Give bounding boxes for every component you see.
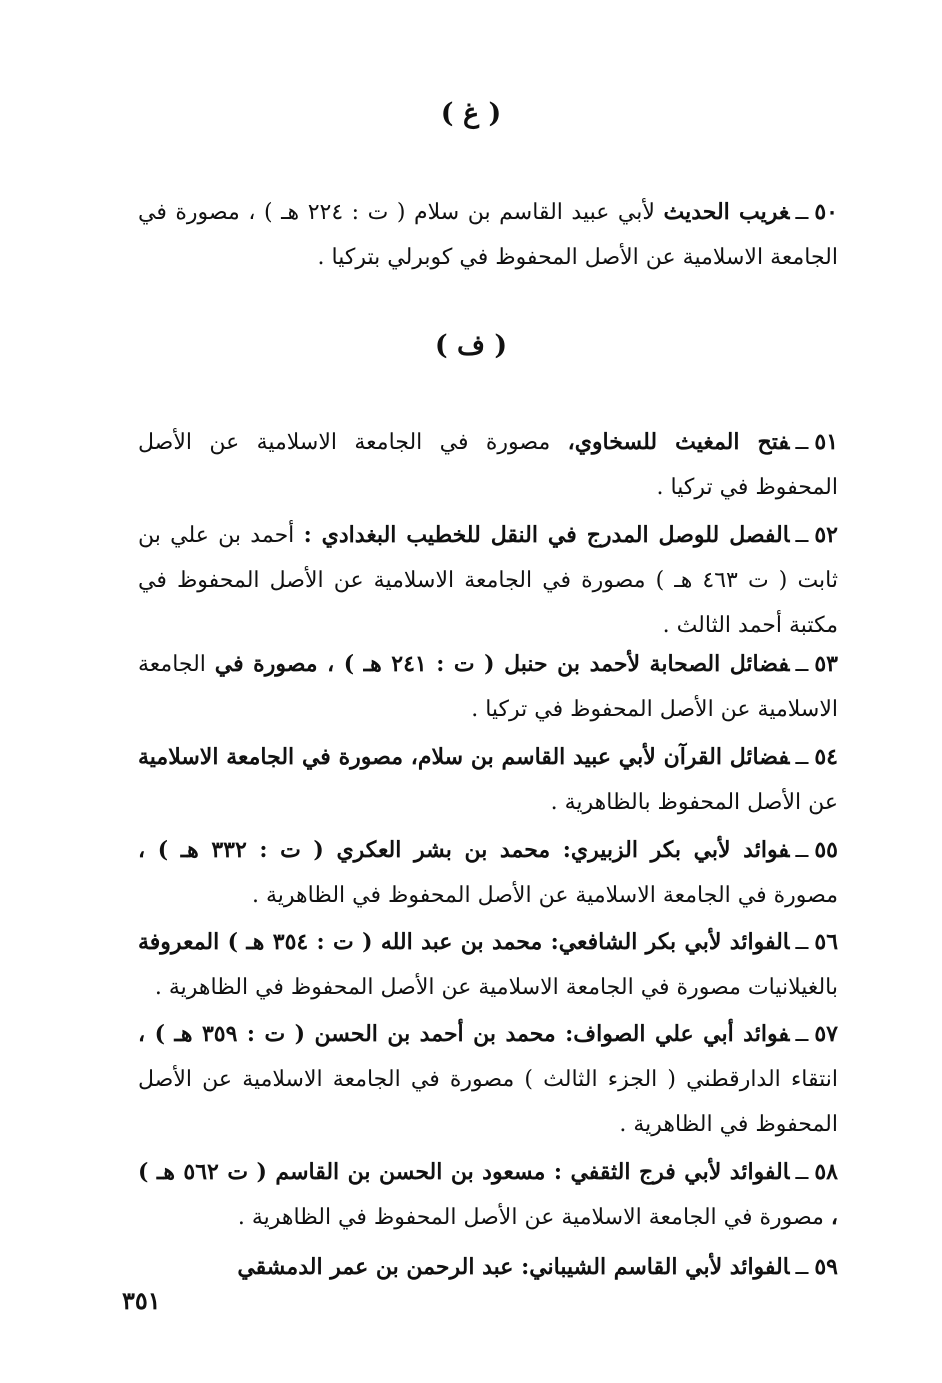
entry-title: غريب الحديث — [663, 199, 790, 225]
entry-details: مصورة في الجامعة الاسلامية عن الأصل المحفوظ في الظاهرية . — [237, 1205, 824, 1230]
bibliography-entry-52 — [138, 513, 838, 648]
bibliography-entry-59 — [138, 1245, 838, 1290]
entry-details: الجامعة الاسلامية عن الأصل المحفوظ في تركيا . — [138, 652, 838, 722]
bibliography-entry-54 — [138, 735, 838, 825]
entry-dash: ــ — [795, 1022, 809, 1047]
bibliography-entry-51 — [138, 420, 838, 510]
page-number: ٣٥١ — [122, 1286, 161, 1315]
entry-dash: ــ — [795, 1160, 809, 1185]
entry-details: انتقاء الدارقطني ( الجزء الثالث ) مصورة في الجامعة الاسلامية عن الأصل المحفوظ في الظاهرية . — [138, 1067, 838, 1137]
entry-title: الفصل للوصل المدرج في النقل للخطيب البغدادي : — [303, 522, 790, 548]
bibliography-entry-56 — [138, 920, 838, 1010]
bibliography-entry-50 — [138, 190, 838, 280]
entry-title: فوائد لأبي بكر الزبيري: محمد بن بشر العكري ( ت : ٣٣٢ هـ ) ، — [138, 837, 790, 863]
entry-title: الفوائد لأبي القاسم الشيباني: عبد الرحمن بن عمر الدمشقي — [237, 1254, 790, 1280]
entry-dash: ــ — [795, 200, 809, 225]
entry-details: مصورة في الجامعة الاسلامية عن الأصل المحفوظ في تركيا . — [138, 430, 838, 500]
bibliography-entry-58 — [138, 1150, 838, 1240]
entry-number: ٥٢ — [814, 522, 838, 548]
entry-dash: ــ — [795, 652, 809, 677]
entry-details: عن الأصل المحفوظ بالظاهرية . — [550, 790, 838, 815]
entry-number: ٥٦ — [814, 929, 839, 955]
entry-number: ٥٧ — [814, 1021, 838, 1047]
entry-title: الفوائد لأبي فرج الثقفي : مسعود بن الحسن بن القاسم ( ت ٥٦٢ هـ ) ، — [138, 1159, 838, 1230]
section-heading-fa: ( ف ) — [434, 330, 508, 361]
entry-title: فتح المغيث للسخاوي، — [567, 429, 790, 455]
entry-title: فضائل الصحابة لأحمد بن حنبل ( ت : ٢٤١ هـ ) ، مصورة في — [214, 651, 790, 677]
entry-number: ٥١ — [814, 429, 839, 455]
entry-number: ٥٩ — [814, 1254, 838, 1280]
bibliography-entry-55 — [138, 828, 838, 918]
entry-details: بالغيلانيات مصورة في الجامعة الاسلامية عن الأصل المحفوظ في الظاهرية . — [154, 975, 838, 1000]
section-heading-ghain: ( غ ) — [440, 98, 502, 129]
entry-number: ٥٤ — [814, 744, 838, 770]
entry-dash: ــ — [795, 1255, 809, 1280]
entry-details: أحمد بن علي بن ثابت ( ت ٤٦٣ هـ ) مصورة في الجامعة الاسلامية عن الأصل المحفوظ في مكتبة أحمد الثالث . — [138, 523, 838, 638]
entry-title: فوائد أبي علي الصواف: محمد بن أحمد بن الحسن ( ت : ٣٥٩ هـ ) ، — [138, 1021, 790, 1047]
entry-title: الفوائد لأبي بكر الشافعي: محمد بن عبد الله ( ت : ٣٥٤ هـ ) المعروفة — [138, 929, 790, 955]
entry-number: ٥٨ — [814, 1159, 838, 1185]
entry-details: لأبي عبيد القاسم بن سلام ( ت : ٢٢٤ هـ ) ، مصورة في الجامعة الاسلامية عن الأصل المحفوظ في كوبرلي بتركيا . — [138, 200, 838, 270]
entry-dash: ــ — [795, 745, 809, 770]
entry-dash: ــ — [795, 523, 809, 548]
entry-number: ٥٠ — [814, 199, 838, 225]
bibliography-entry-53 — [138, 642, 838, 732]
entry-number: ٥٥ — [814, 837, 838, 863]
entry-dash: ــ — [795, 430, 809, 455]
entry-dash: ــ — [795, 930, 809, 955]
bibliography-entry-57 — [138, 1012, 838, 1147]
entry-number: ٥٣ — [814, 651, 838, 677]
entry-title: فضائل القرآن لأبي عبيد القاسم بن سلام، مصورة في الجامعة الاسلامية — [138, 744, 790, 770]
entry-dash: ــ — [795, 838, 809, 863]
entry-details: مصورة في الجامعة الاسلامية عن الأصل المحفوظ في الظاهرية . — [251, 883, 838, 908]
